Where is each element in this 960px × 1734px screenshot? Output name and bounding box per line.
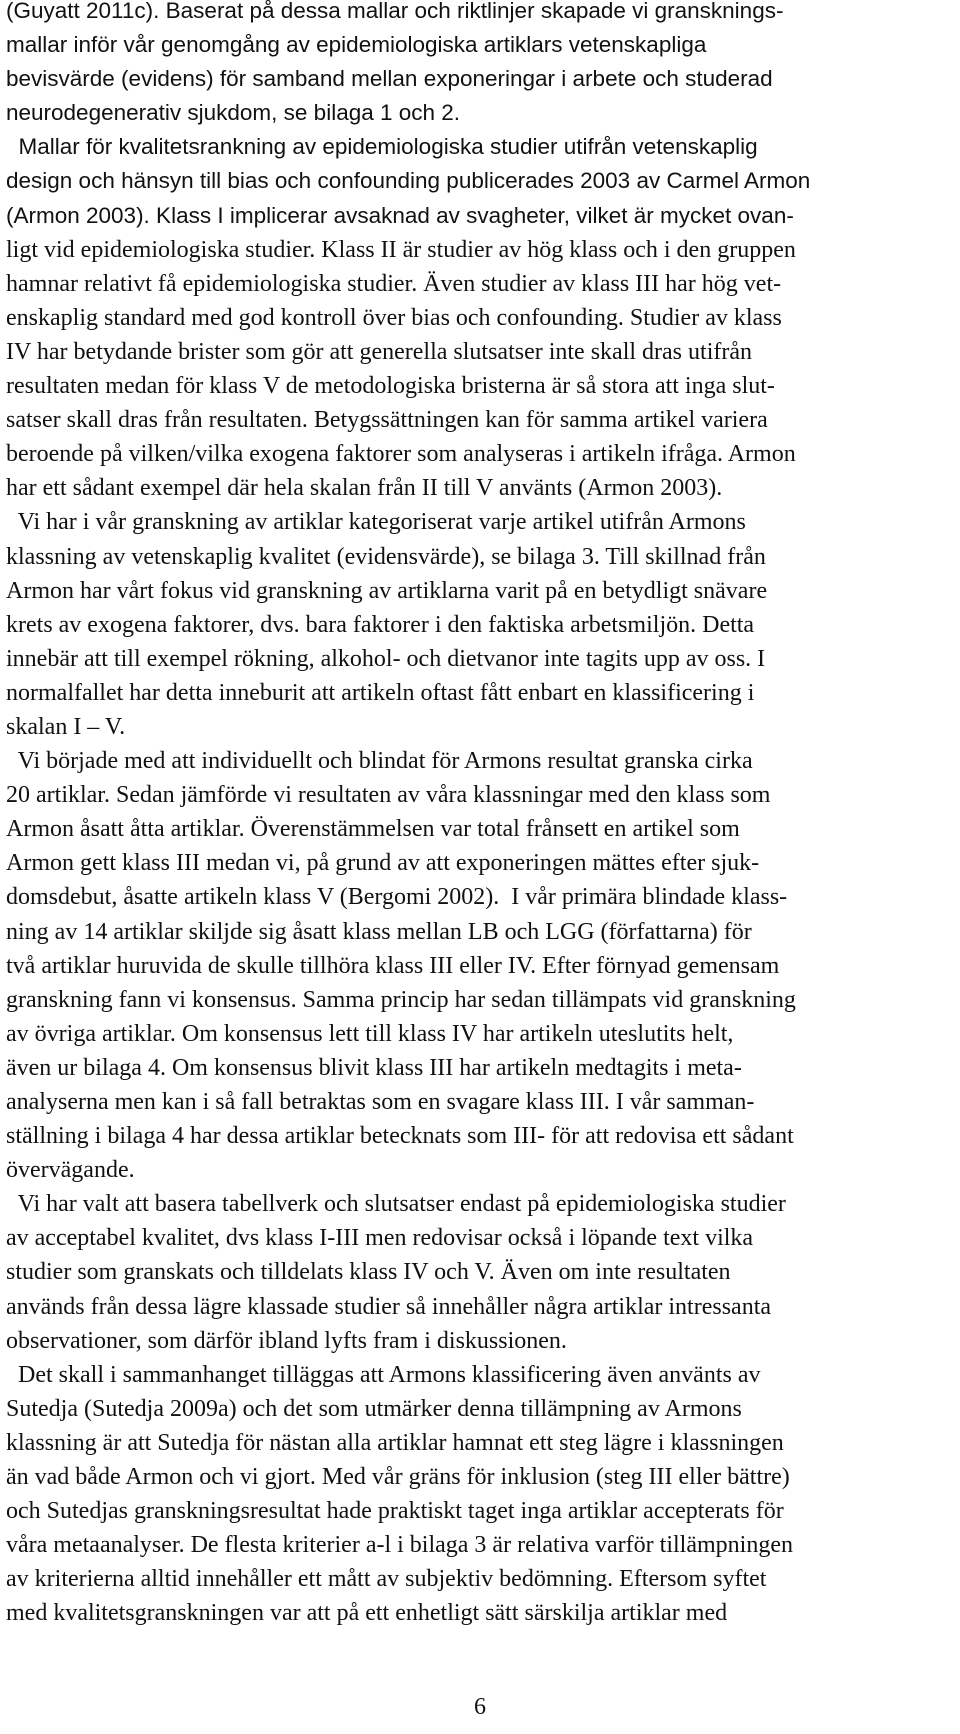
text-line: beroende på vilken/vilka exogena faktorer som analyseras i artikeln ifråga. Armon	[6, 441, 796, 468]
text-line: med kvalitetsgranskningen var att på ett enhetligt sätt särskilja artiklar med	[6, 1600, 728, 1627]
text-line: studier som granskats och tilldelats klass IV och V. Även om inte resultaten	[6, 1259, 731, 1286]
text-line: används från dessa lägre klassade studier så innehåller några artiklar intressanta	[6, 1293, 772, 1320]
text-line: ligt vid epidemiologiska studier. Klass II är studier av hög klass och i den gruppen	[6, 236, 796, 263]
text-line: innebär att till exempel rökning, alkohol- och dietvanor inte tagits upp av oss. I	[6, 645, 766, 672]
text-line: än vad både Armon och vi gjort. Med vår gräns för inklusion (steg III eller bättre)	[6, 1464, 790, 1491]
text-line: Vi har valt att basera tabellverk och slutsatser endast på epidemiologiska studier	[6, 1191, 786, 1218]
text-line: domsdebut, åsatte artikeln klass V (Bergomi 2002). I vår primära blindade klass-	[6, 884, 788, 911]
text-line: skalan I – V.	[6, 713, 126, 740]
text-line: resultaten medan för klass V de metodologiska bristerna är så stora att inga slut-	[6, 373, 775, 400]
text-line: Vi började med att individuellt och blindat för Armons resultat granska cirka	[6, 748, 753, 775]
text-line: 20 artiklar. Sedan jämförde vi resultaten av våra klassningar med den klass som	[6, 782, 771, 809]
text-line: Vi har i vår granskning av artiklar kategoriserat varje artikel utifrån Armons	[6, 509, 746, 536]
text-line: även ur bilaga 4. Om konsensus blivit klass III har artikeln medtagits i meta-	[6, 1054, 742, 1081]
text-line: analyserna men kan i så fall betraktas som en svagare klass III. I vår samman-	[6, 1089, 755, 1115]
text-line: övervägande.	[6, 1157, 135, 1184]
text-line: ning av 14 artiklar skiljde sig åsatt klass mellan LB och LGG (författarna) för	[6, 918, 752, 945]
text-line: satser skall dras från resultaten. Betygssättningen kan för samma artikel variera	[6, 407, 768, 434]
text-line: (Armon 2003). Klass I implicerar avsaknad av svagheter, vilket är mycket ovan-	[6, 202, 794, 228]
text-line: granskning fann vi konsensus. Samma princip har sedan tillämpats vid granskning	[6, 986, 796, 1013]
text-line: Sutedja (Sutedja 2009a) och det som utmärker denna tillämpning av Armons	[6, 1395, 742, 1422]
text-line: normalfallet har detta inneburit att artikeln oftast fått enbart en klassificering i	[6, 679, 755, 706]
text-line: krets av exogena faktorer, dvs. bara faktorer i den faktiska arbetsmiljön. Detta	[6, 611, 755, 638]
text-line: bevisvärde (evidens) för samband mellan exponeringar i arbete och studerad	[6, 66, 773, 92]
text-line: ställning i bilaga 4 har dessa artiklar betecknats som III- för att redovisa ett sådant	[6, 1123, 794, 1150]
text-line: Det skall i sammanhanget tilläggas att Armons klassificering även använts av	[6, 1361, 761, 1388]
text-line: klassning är att Sutedja för nästan alla artiklar hamnat ett steg lägre i klassningen	[6, 1429, 784, 1456]
text-line: har ett sådant exempel där hela skalan från II till V använts (Armon 2003).	[6, 475, 723, 502]
text-line: observationer, som därför ibland lyfts fram i diskussionen.	[6, 1327, 567, 1354]
text-line: Mallar för kvalitetsrankning av epidemiologiska studier utifrån vetenskaplig	[6, 134, 758, 160]
text-line: design och hänsyn till bias och confounding publicerades 2003 av Carmel Armon	[6, 168, 811, 194]
text-line: enskaplig standard med god kontroll över bias och confounding. Studier av klass	[6, 304, 782, 331]
text-line: mallar inför vår genomgång av epidemiologiska artiklars vetenskapliga	[6, 32, 707, 58]
body-text	[6, 0, 958, 1631]
text-line: neurodegenerativ sjukdom, se bilaga 1 och 2.	[6, 100, 461, 126]
text-line: av övriga artiklar. Om konsensus lett till klass IV har artikeln uteslutits helt,	[6, 1020, 734, 1047]
text-line: IV har betydande brister som gör att generella slutsatser inte skall dras utifrån	[6, 338, 752, 365]
text-line: av kriterierna alltid innehåller ett mått av subjektiv bedömning. Eftersom syftet	[6, 1566, 767, 1593]
text-line: våra metaanalyser. De flesta kriterier a-l i bilaga 3 är relativa varför tillämpningen	[6, 1532, 793, 1559]
text-line: av acceptabel kvalitet, dvs klass I-III men redovisar också i löpande text vilka	[6, 1225, 754, 1252]
text-line: och Sutedjas granskningsresultat hade praktiskt taget inga artiklar accepterats för	[6, 1498, 784, 1525]
text-line: Armon åsatt åtta artiklar. Överenstämmelsen var total frånsett en artikel som	[6, 816, 740, 843]
text-line: (Guyatt 2011c). Baserat på dessa mallar och riktlinjer skapade vi gransknings-	[6, 0, 784, 23]
text-line: klassning av vetenskaplig kvalitet (evidensvärde), se bilaga 3. Till skillnad från	[6, 543, 766, 570]
text-line: Armon gett klass III medan vi, på grund av att exponeringen mättes efter sjuk-	[6, 850, 760, 877]
text-line: Armon har vårt fokus vid granskning av artiklarna varit på en betydligt snävare	[6, 577, 768, 604]
text-line: hamnar relativt få epidemiologiska studier. Även studier av klass III har hög vet-	[6, 270, 782, 297]
page-number: 6	[474, 1694, 486, 1720]
text-line: två artiklar huruvida de skulle tillhöra klass III eller IV. Efter förnyad gemensam	[6, 952, 780, 979]
